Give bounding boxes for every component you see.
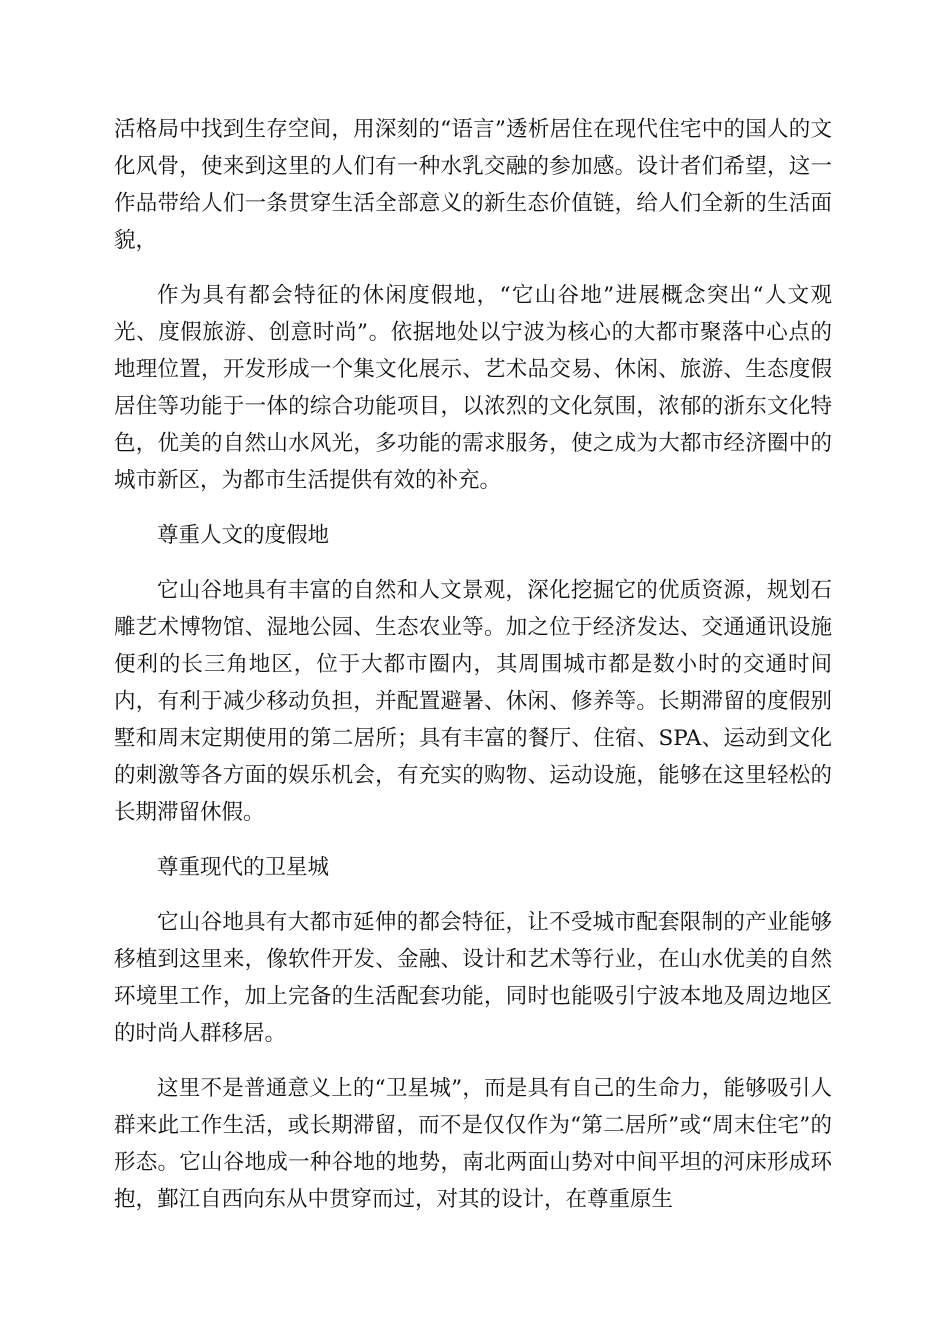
section-heading-resort: 尊重人文的度假地 xyxy=(157,523,330,548)
paragraph-continuation: 活格局中找到生存空间，用深刻的“语言”透析居住在现代住宅中的国人的文化风骨，使来到这里的人们有一种水乳交融的参加感。设计者们希望，这一作品带给人们一条贯穿生活全部意义的新生态价值链，给人们全新的生活面貌， xyxy=(114,117,832,253)
paragraph-resort-details: 它山谷地具有丰富的自然和人文景观，深化挖掘它的优质资源，规划石雕艺术博物馆、湿地公园、生态农业等。加之位于经济发达、交通通讯设施便利的长三角地区，位于大都市圈内，其周围城市都是数小时的交通时间内，有利于减少移动负担，并配置避暑、休闲、修养等。长期滞留的度假别墅和周末定期使用的第二居所；具有丰富的餐厅、住宿、SPA、运动到文化的刺激等各方面的娱乐机会，有充实的购物、运动设施，能够在这里轻松的长期滞留休假。 xyxy=(114,578,832,825)
paragraph-resort-concept: 作为具有都会特征的休闲度假地，“它山谷地”进展概念突出“人文观光、度假旅游、创意时尚”。依据地处以宁波为核心的大都市聚落中心点的地理位置，开发形成一个集文化展示、艺术品交易、休闲、旅游、生态度假居住等功能于一体的综合功能项目，以浓烈的文化氛围，浓郁的浙东文化特色，优美的自然山水风光，多功能的需求服务，使之成为大都市经济圈中的城市新区，为都市生活提供有效的补充。 xyxy=(114,283,832,493)
paragraph-satellite-terrain: 这里不是普通意义上的“卫星城”，而是具有自己的生命力，能够吸引人群来此工作生活，或长期滞留，而不是仅仅作为“第二居所”或“周末住宅”的形态。它山谷地成一种谷地的地势，南北两面山势对中间平坦的河床形成环抱，鄞江自西向东从中贯穿而过，对其的设计，在尊重原生 xyxy=(114,1076,832,1212)
document-page xyxy=(114,111,832,1236)
section-heading-satellite-city: 尊重现代的卫星城 xyxy=(157,855,330,880)
paragraph-satellite-features: 它山谷地具有大都市延伸的都会特征，让不受城市配套限制的产业能够移植到这里来，像软件开发、金融、设计和艺术等行业，在山水优美的自然环境里工作，加上完备的生活配套功能，同时也能吸引宁波本地及周边地区的时尚人群移居。 xyxy=(114,910,832,1046)
